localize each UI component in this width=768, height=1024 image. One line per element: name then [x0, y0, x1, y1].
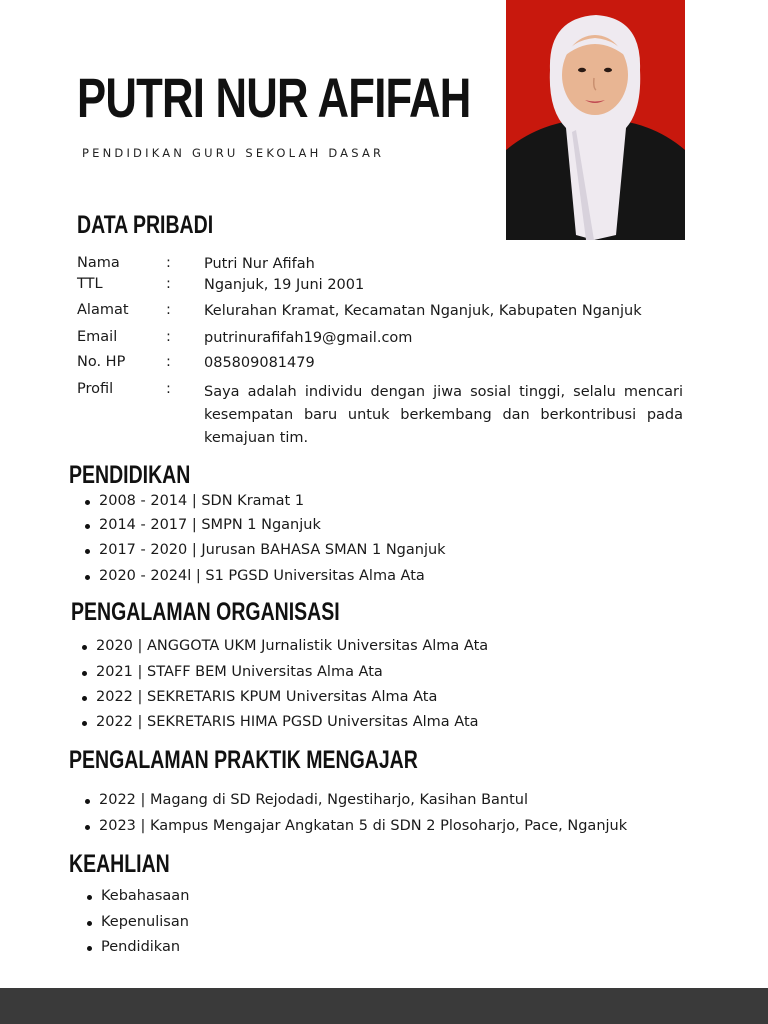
list-item: 2020 | ANGGOTA UKM Jurnalistik Universitas Alma Ata — [96, 638, 489, 654]
personal-separator: : — [166, 276, 171, 292]
personal-label: TTL — [77, 276, 103, 292]
list-item: Kepenulisan — [101, 913, 189, 930]
footer-bar — [0, 988, 768, 1024]
list-item: 2022 | SEKRETARIS KPUM Universitas Alma Ata — [96, 690, 488, 705]
section-title-personal: DATA PRIBADI — [77, 211, 214, 239]
personal-label: Nama — [77, 255, 120, 271]
section-title-teaching: PENGALAMAN PRAKTIK MENGAJAR — [69, 746, 418, 774]
list-item: 2008 - 2014 | SDN Kramat 1 — [99, 494, 446, 509]
list-item: 2020 - 2024l | S1 PGSD Universitas Alma Ata — [99, 569, 446, 584]
section-title-education: PENDIDIKAN — [69, 461, 191, 489]
candidate-name: PUTRI NUR AFIFAH — [77, 66, 471, 129]
list-item: 2022 | Magang di SD Rejodadi, Ngestiharjo, Kasihan Bantul — [99, 793, 627, 808]
personal-value: 085809081479 — [204, 355, 315, 371]
profile-description: Saya adalah individu dengan jiwa sosial tinggi, selalu mencari kesempatan baru untuk berkembang dan berkontribusi pada kemajuan tim. — [204, 384, 683, 446]
section-title-organization: PENGALAMAN ORGANISASI — [71, 598, 340, 626]
list-item: 2023 | Kampus Mengajar Angkatan 5 di SDN 2 Plosoharjo, Pace, Nganjuk — [99, 817, 628, 834]
personal-label: Profil — [77, 381, 114, 397]
list-item: Pendidikan — [101, 940, 189, 955]
personal-separator: : — [166, 381, 171, 397]
personal-separator: : — [166, 354, 171, 370]
personal-label: Alamat — [77, 302, 129, 318]
personal-label: No. HP — [77, 354, 126, 370]
list-item: 2017 - 2020 | Jurusan BAHASA SMAN 1 Nganjuk — [99, 542, 446, 558]
section-title-skills: KEAHLIAN — [69, 850, 170, 878]
education-list — [99, 494, 446, 583]
list-item: 2014 - 2017 | SMPN 1 Nganjuk — [99, 518, 446, 533]
teaching-list — [99, 793, 627, 833]
organization-list — [96, 639, 488, 729]
portrait-illustration — [506, 0, 685, 240]
portrait-photo — [506, 0, 685, 240]
personal-separator: : — [166, 302, 171, 318]
personal-value: Putri Nur Afifah — [204, 256, 315, 272]
personal-separator: : — [166, 255, 171, 271]
candidate-subtitle: PENDIDIKAN GURU SEKOLAH DASAR — [82, 146, 385, 160]
list-item: Kebahasaan — [101, 888, 190, 904]
personal-label: Email — [77, 329, 118, 345]
personal-value: Nganjuk, 19 Juni 2001 — [204, 277, 365, 293]
skills-list — [101, 889, 189, 955]
list-item: 2021 | STAFF BEM Universitas Alma Ata — [96, 665, 488, 680]
personal-value: Kelurahan Kramat, Kecamatan Nganjuk, Kabupaten Nganjuk — [204, 303, 642, 319]
personal-value: putrinurafifah19@gmail.com — [204, 330, 413, 346]
personal-separator: : — [166, 329, 171, 345]
list-item: 2022 | SEKRETARIS HIMA PGSD Universitas Alma Ata — [96, 715, 488, 730]
